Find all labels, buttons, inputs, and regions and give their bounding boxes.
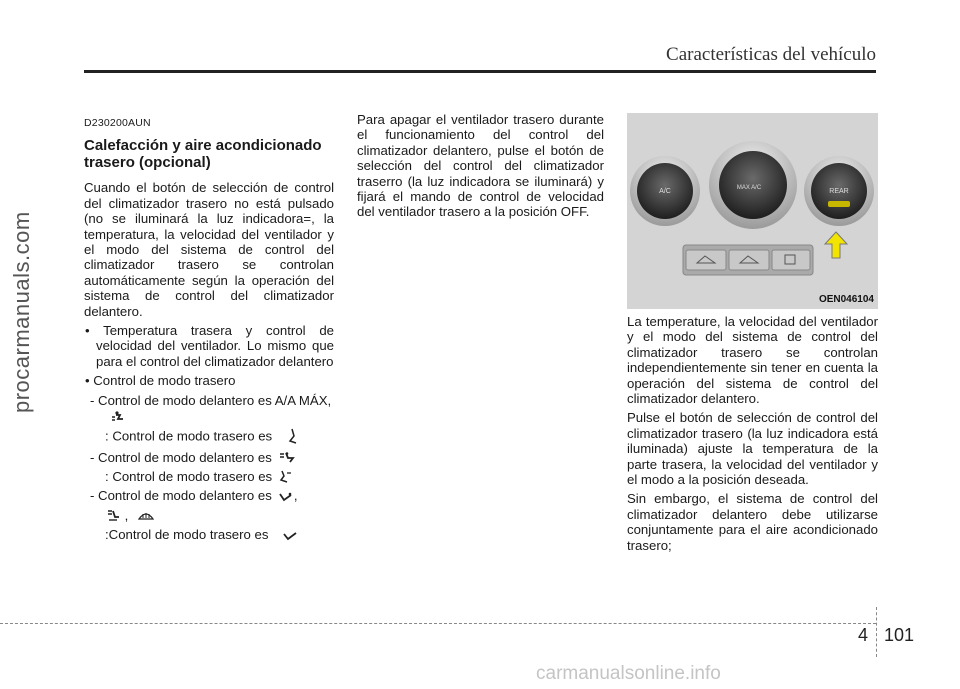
right-knob (804, 156, 874, 226)
center-knob (709, 141, 797, 229)
page-number: 101 (884, 625, 915, 645)
mode-item-2-rear-text: : Control de modo trasero es (105, 468, 273, 484)
mode-item-3-sep: , (293, 488, 298, 504)
mode-item-3-rear (84, 527, 334, 542)
rear-select-paragraph: Pulse el botón de selección de control del climatizador trasero (la luz indicadora está iluminada) ajuste la temperatura de la parte trasera, la velocidad del ventilador y el modo a la posición deseada. (627, 410, 878, 488)
floor-mode-icon (111, 411, 125, 423)
mode-item-2-text: - Control de modo delantero es (90, 449, 272, 465)
footer-rule (0, 623, 876, 624)
intro-paragraph: Cuando el botón de selección de control del climatizador trasero no está pulsado (no se iluminará la luz indicadora=, la temperatura, la velocidad del ventilador y el modo del sistema de control del climatizador trasero se controlan automáticamente según la operación del sistema de control del climatizador delantero. (84, 180, 334, 319)
floor-defrost-icon (105, 509, 121, 523)
header-title: Características del vehículo (666, 44, 876, 65)
column-2 (357, 112, 604, 224)
mode-item-1-rear-text: : Control de modo trasero es (105, 427, 273, 443)
bullet-mode: • Control de modo trasero (85, 373, 236, 389)
mode-item-3-text: - Control de modo delantero es (90, 488, 272, 504)
fan-off-paragraph: Para apagar el ventilador trasero durante el funcionamiento del control del climatizador delantero, pulse el botón de selección del control del climatizador traserro (la luz indicadora se iluminará) y fijará el mando de control de velocidad del ventilador trasero a la posición OFF. (357, 112, 604, 220)
mode-item-3-icons: , (84, 508, 334, 524)
column-3 (627, 314, 878, 557)
climate-panel-illustration (627, 113, 878, 309)
rear-indicator-light (828, 201, 850, 207)
rear-bilevel-icon (278, 470, 294, 484)
mode-item-1-text: - Control de modo delantero es A/A MÁX, (90, 392, 332, 408)
climate-panel-figure (627, 113, 878, 309)
front-system-paragraph: Sin embargo, el sistema de control del climatizador delantero debe utilizarse conjuntamente para el aire acondicionado trasero; (627, 491, 878, 553)
independent-control-paragraph: La temperature, la velocidad del ventilador y el modo del sistema de control del climatizador trasero se controlan independientemente sin tener en cuenta la operación del sistema de control del climatizador delantero. (627, 314, 878, 407)
footer-divider (876, 607, 878, 657)
center-knob-label: MAX A/C (736, 185, 762, 191)
header-rule (84, 70, 876, 73)
figure-code: OEN046104 (818, 294, 874, 305)
bilevel-mode-icon (278, 452, 296, 464)
left-knob (630, 156, 700, 226)
rear-face-icon (282, 530, 298, 542)
chapter-number: 4 (858, 625, 869, 645)
bullet-temperature: • Temperatura trasera y control de velocidad del ventilador. Lo mismo que para el control del climatizador delantero (85, 323, 334, 369)
button-row (683, 245, 813, 275)
mode-item-2 (84, 450, 334, 465)
column-1 (84, 116, 334, 547)
section-heading: Calefacción y aire acondicionado trasero (opcional) (84, 137, 322, 172)
rear-floor-icon (286, 428, 300, 446)
mode-item-3-rear-text: :Control de modo trasero es (105, 527, 269, 543)
defrost-icon (138, 509, 154, 523)
bottom-watermark: carmanualsonline.info (536, 663, 721, 684)
face-mode-icon (278, 491, 294, 503)
right-knob-label: REAR (829, 188, 849, 195)
mode-item-2-rear (84, 469, 334, 485)
mode-item-1-rear (84, 428, 334, 446)
mode-item-1 (84, 393, 334, 424)
side-watermark: procarmanuals.com (9, 211, 34, 413)
section-code: D230200AUN (84, 117, 151, 129)
left-knob-label: A/C (659, 188, 671, 195)
mode-item-3 (84, 488, 334, 503)
